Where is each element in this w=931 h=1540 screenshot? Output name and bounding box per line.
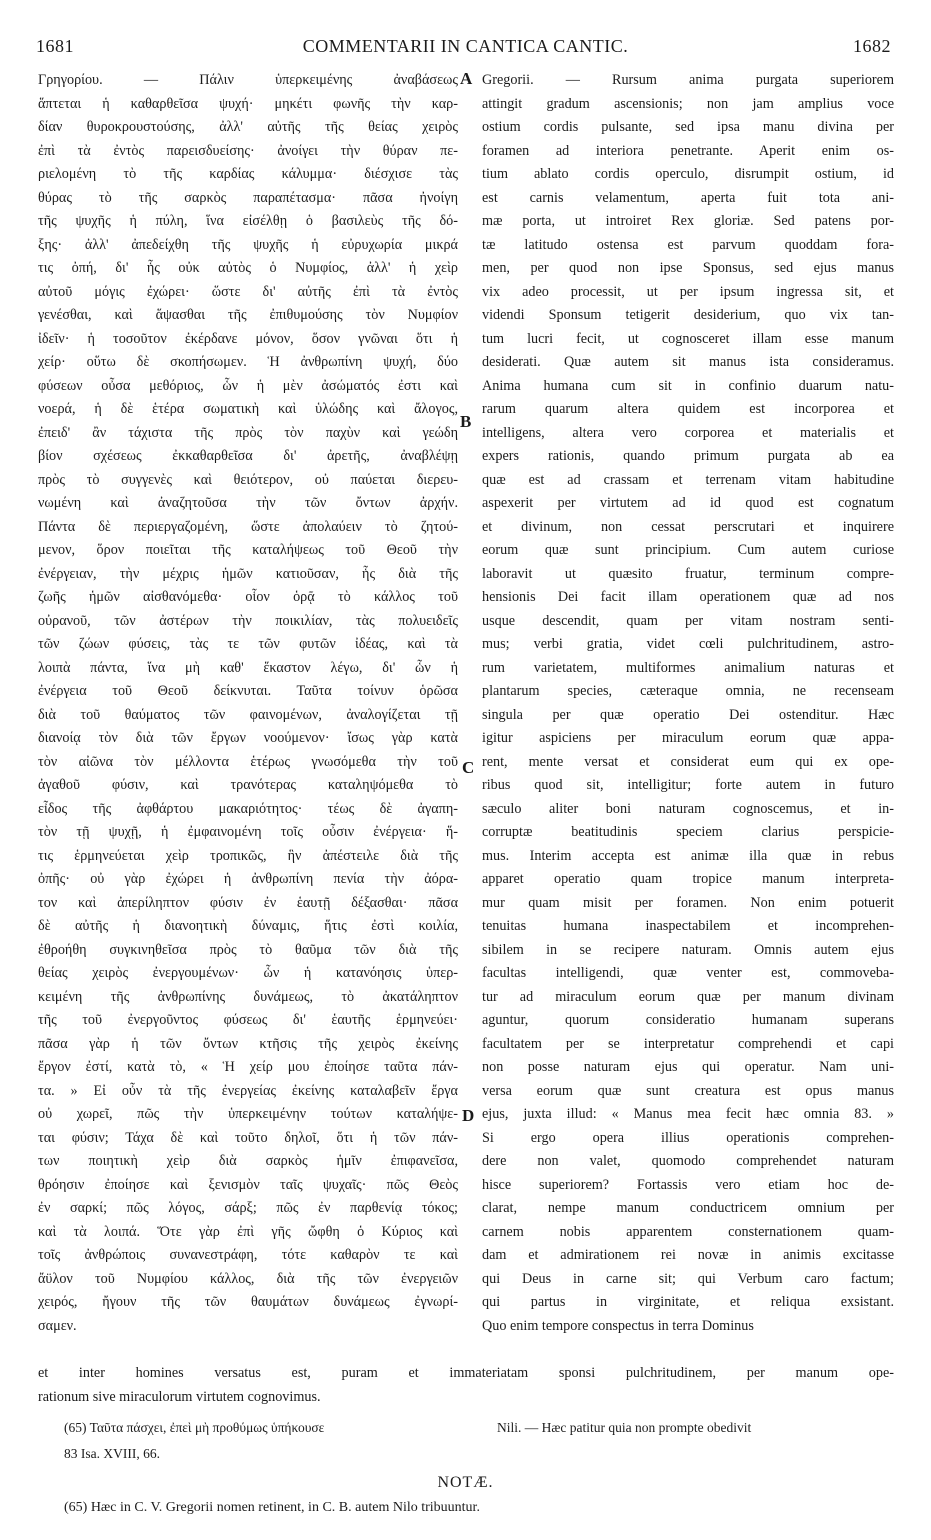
latin-text-line: desiderati. Quæ autem sit manus ista consideramus. [482,354,894,370]
latin-text-line: dere non valet, quomodo comprehendet naturam [482,1153,894,1169]
latin-text-line: attingit gradum ascensionis; non jam amplius voce [482,95,894,112]
greek-text-line: τῆς ψυχῆς ἡ πύλη, ἵνα εἰσέλθῃ ὁ βασιλεὺς τῆς δό- [38,213,458,229]
latin-text-line: mus. Interim accepta est animæ illa quæ in rebus [482,847,894,864]
greek-text-line: ἄϋλον τοῦ Νυμφίου κάλλος, διὰ τῆς τῶν ἐνεργειῶν [38,1270,458,1287]
latin-text-line: aspexerit per virtutem ad id quod est cognatum [482,495,894,511]
page-number-right: 1682 [853,36,891,56]
greek-text-line: ξης· ἀλλ' ἀπεδείχθη τῆς ψυχῆς ἡ εὐρυχωρία μικρά [38,236,458,253]
greek-text-line: χείρ· οὕτω δὲ σκοπήσωμεν. Ἡ ἀνθρωπίνη ψυχή, δύο [38,354,458,370]
margin-letter-a: A [460,69,473,88]
greek-text-line: ἐπὶ τὰ ἐντὸς παρεισδυείσης· ἀνοίγει τὴν θύραν πε- [38,142,458,159]
latin-text-line: hensionis Dei facit illam operationem quæ ad nos [482,589,894,605]
latin-text-line: igitur aspiciens per miraculum eorum quæ appa- [482,730,894,746]
latin-text-line: plantarum species, cæteraque omnia, ne recenseam [482,683,894,699]
greek-text-line: ται φύσιν; Τάχα δὲ καὶ τοῦτο δηλοῖ, ὅτι ἡ τῶν πάν- [38,1129,458,1146]
greek-text-line: θρόησιν ἐποίησε καὶ ξενισμὸν ταῖς ψυχαῖς· πῶς Θεὸς [38,1176,458,1193]
greek-text-line: τῶν ζώων φύσεις, τὰς τε τῶν φυτῶν ἰδέας, καὶ τὰ [38,636,458,652]
latin-text-line: aguntur, quorum consideratio humanam superans [482,1012,894,1028]
greek-text-line: ἀγαθοῦ φύσιν, καὶ τρανότερας καταληψόμεθα τὸ [38,777,458,793]
latin-text-line: expers rationis, quando primum purgata ab ea [482,448,894,464]
greek-text-line: τοῖς ἀνθρώποις συνανεστράφη, τότε καθαρὸν τε καὶ [38,1247,458,1263]
latin-text-line: intelligens, altera vero corporea et materialis et [482,424,894,441]
latin-text-line: qui partus in virginitate, et reliqua exsistant. [482,1294,894,1310]
full-width-text-line: et inter homines versatus est, puram et immateriatam sponsi pulchritudinem, per manum ope- [38,1365,894,1381]
greek-text-line: νωμένη καὶ ἀναζητοῦσα τὴν τῶν ὄντων ἀρχήν. [38,495,458,511]
greek-text-line: χειρός, ἤγουν τῆς τῶν θαυμάτων δυνάμεως ἐγνωρί- [38,1294,458,1310]
full-width-text [38,1362,894,1409]
greek-text-line: φύσεων οὖσα μεθόριος, ὧν ἡ μὲν ἀσώματός ἐστι καὶ [38,377,458,394]
latin-text-line: men, per quod non ipse Sponsus, sed ejus manus [482,260,894,276]
latin-text-line: ostium cordis pulsante, sed ipsa manu divina per [482,119,894,135]
greek-text-line: θύρας τὸ τῆς σαρκὸς παραπέτασμα· πᾶσα ἠνοίγη [38,189,458,206]
greek-text-line: εἶδος τῆς ἀφθάρτου μακαριότητος· τέως δὲ ἀγαπη- [38,800,458,817]
greek-text-line: δὲ αὐτῆς ἡ διανοητικὴ δύναμις, ἥτις ἐστὶ κοιλία, [38,918,458,934]
latin-text-line: vix adeo processit, ut per ipsum ingressa sit, et [482,283,894,300]
latin-text-line: mur quam misit per foramen. Non enim potuerit [482,894,894,911]
greek-text-line: τα. » Εἰ οὖν τὰ τῆς ἐνεργείας ἐκείνης καταλαβεῖν ἔργα [38,1082,458,1099]
greek-text-line: βίον σχέσεως ἐκκαθαρθεῖσα δι' ἀρετῆς, ἀναβλέψῃ [38,448,458,464]
greek-text-line: διανοίᾳ τὸν διὰ τῶν ἔργων νοούμενον· ἴσως γὰρ κατὰ [38,730,458,746]
latin-text-line: tenuitas humana inaspectabilem et incomprehen- [482,918,894,934]
latin-text-line: carnem nobis apparentem consternationem quam- [482,1223,894,1240]
greek-text-line: ἐν σαρκί; πῶς λόγος, σάρξ; πῶς ἐν παρθενίᾳ τόκος; [38,1200,458,1216]
latin-text-line: corruptæ beatitudinis speciem clarius perspicie- [482,824,894,840]
greek-text-line: οὐρανοῦ, τῶν ἀστέρων τὴν ποικιλίαν, τὰς πολυειδεῖς [38,612,458,629]
greek-text-line: κειμένη τῆς ἀνθρωπίνης δυνάμεως, τὸ ἀκατάληπτον [38,988,458,1005]
greek-text-line: τῆς τοῦ ἐνεργοῦντος φύσεως δι' ἑαυτῆς ἑρμηνεύει· [38,1012,458,1028]
latin-text-line: quæ est ad crassam et terrenam vitam habitudine [482,471,894,488]
greek-text-line: ἰδεῖν· ἡ τοσοῦτον ἐκέρδανε μόνον, ὅσον γνῶναι ὅτι ἡ [38,330,458,347]
latin-footnote: Nili. — Hæc patitur quia non prompte obedivit [497,1420,752,1435]
greek-text-line: Πάντα δὲ περιεργαζομένη, ὥστε ἀπολαύειν τὸ ζητού- [38,518,458,535]
latin-text-line: clarat, nempe manum conductricem omnium per [482,1200,894,1216]
running-title: COMMENTARII IN CANTICA CANTIC. [302,36,629,56]
latin-text-line: mæ porta, ut introiret Rex gloriæ. Sed patens por- [482,213,894,229]
notae-text: (65) Hæc in C. V. Gregorii nomen retinent, in C. B. autem Nilo tribuuntur. [64,1500,480,1515]
greek-text-line: οὐ χωρεῖ, πῶς τὴν ὑπερκειμένην τούτων καταλήψε- [38,1106,458,1122]
latin-text-line: facultatem per se interpretatur comprehendi et capi [482,1035,894,1052]
notae-heading: NOTÆ. [437,1474,494,1491]
greek-text-line: δίαν θυροκρουστούσης, ἀλλ' αὐτῆς τῆς θείας χειρὸς [38,119,458,135]
latin-text-line: ejus, juxta illud: « Manus mea fecit hæc omnia 83. » [482,1106,894,1122]
greek-text-line: αὐτοῦ μόγις ἐχώρει· ὥστε δι' αὐτῆς ἐπὶ τὰ ἐντὸς [38,283,458,300]
latin-text-line: tur ad miraculum eorum quæ per manum divinam [482,988,894,1005]
latin-text-line: versa eorum quæ sunt creatura est opus manus [482,1082,894,1099]
greek-text-line: διὰ τοῦ θαύματος τῶν φαινομένων, ἀναλογίζεται τῇ [38,706,458,723]
greek-text-line: ἐνέργειαν, τὴν μέχρις ἡμῶν κατιοῦσαν, ἧς διὰ τῆς [38,565,458,582]
margin-letter-c: C [462,758,475,777]
greek-text-line: ριελομένη τὸ τῆς καρδίας κάλυμμα· διέσχισε τὰς [38,166,458,182]
greek-text-line: λοιπὰ πάντα, ἵνα μὴ καθ' ἕκαστον λέγω, δι' ὧν ἡ [38,659,458,676]
margin-letter-b: B [460,412,472,431]
greek-text-line: Γρηγορίου. — Πάλιν ὑπερκειμένης ἀναβάσεως [38,72,458,88]
latin-text-line: dam et admirationem rei novæ in animis excitasse [482,1247,894,1263]
latin-text-line: tum lucri fecit, ut cognosceret illam esse manum [482,330,894,347]
greek-text-line: ἅπτεται ἡ καθαρθεῖσα ψυχή· μηκέτι φωνῆς τὴν καρ- [38,95,458,112]
latin-text-line: sibilem in se recipere naturam. Omnis autem ejus [482,941,894,958]
greek-text-line: των ποιητικὴ χεὶρ διὰ σαρκὸς ἡμῖν ἐπιφανεῖσα, [38,1153,458,1169]
greek-text-line: ἐθροήθη συγκινηθεῖσα πρὸς τὸ θαῦμα τῶν διὰ τῆς [38,941,458,958]
latin-text-line: singula per quæ operatio Dei ostenditur. Hæc [482,706,894,723]
greek-text-line: ἐνέργεια τοῦ Θεοῦ δείκνυται. Ταῦτα τοίνυν ὁρῶσα [38,683,458,699]
full-width-text-line: rationum sive miraculorum virtutem cognovimus. [38,1388,321,1405]
latin-text-line: rum varietatem, multiformes animalium naturas et [482,659,894,676]
latin-text-line: sæculo aliter boni naturam cognoscemus, et in- [482,800,894,817]
latin-text-line: apparet operatio quam tropice manum interpreta- [482,871,894,887]
greek-text-line: ἔργον ἐστί, κατὰ τὸ, « Ἡ χείρ μου ἐποίησε ταῦτα πάν- [38,1059,458,1075]
greek-text-line: τὸν τῇ ψυχῇ, ἡ ἐμφαινομένη τοῖς οὖσιν ἐνέργεια· ἥ- [38,824,458,840]
latin-text-line: qui Deus in carne sit; qui Verbum caro factum; [482,1270,894,1287]
latin-text-line: Quo enim tempore conspectus in terra Dominus [482,1317,754,1334]
latin-text-line: videndi Sponsum tetigerit desiderium, quo vix tan- [482,307,894,323]
latin-column [482,69,894,1338]
greek-text-line: τὸν αἰῶνα τὸν μέλλοντα ἑτέρως γνωσόμεθα τὴν τοῦ [38,753,458,770]
greek-text-line: σαμεν. [38,1317,77,1334]
greek-text-line: τις ὀπή, δι' ἧς οὐκ αὐτὸς ὁ Νυμφίος, ἀλλ' ἡ χεὶρ [38,260,458,276]
latin-text-line: tæ latitudo ostensa est parvum quoddam fora- [482,236,894,253]
greek-text-line: γενέσθαι, καὶ ἅψασθαι τῆς ἐπιθυμούσης τὸν Νυμφίον [38,307,458,323]
greek-text-line: ὀπῆς· οὐ γὰρ ἐχώρει ἡ ἀνθρωπίνη πενία τὴν ἀόρα- [38,871,458,887]
latin-text-line: et divinum, non cessat perscrutari et inquirere [482,518,894,535]
greek-text-line: νοερά, ἡ δὲ ἑτέρα σωματικὴ καὶ ὑλώδης καὶ ἄλογος, [38,401,458,417]
latin-text-line: facultas intelligendi, quæ venter est, commoveba- [482,965,894,981]
margin-letter-d: D [462,1106,475,1125]
latin-text-line: usque descendit, quam per vitam nostram senti- [482,612,894,629]
latin-text-line: eorum quæ sunt principium. Cum autem curiose [482,542,894,558]
latin-text-line: est carnis velamentum, aperta fuit tota ani- [482,189,894,206]
greek-column [38,69,458,1338]
greek-text-line: πρὸς τὸ συγγενὲς καὶ θειότερον, οὐ παύεται διερευ- [38,471,458,488]
latin-text-line: mus; verbi gratia, videt cœli pulchritudinem, astro- [482,636,894,652]
latin-text-line: Si ergo opera illius operationis comprehen- [482,1129,894,1146]
greek-text-line: πᾶσα γὰρ ἡ τῶν ὄντων κτῆσις τῆς χειρὸς ἐκείνης [38,1035,458,1052]
latin-text-line: non posse naturam ejus qui operatur. Nam uni- [482,1059,894,1075]
latin-text-line: rent, mente versat et considerat eum qui ex ope- [482,753,894,770]
greek-text-line: καὶ τὰ λοιπά. Ὅτε γὰρ ἐπὶ γῆς ὤφθη ὁ Κύριος καὶ [38,1223,458,1240]
latin-text-line: tium ablato cordis operculo, disrumpit ostium, id [482,166,894,182]
scripture-reference: 83 Isa. XVIII, 66. [64,1446,160,1461]
greek-text-line: τις ἑρμηνεύεται χεὶρ τροπικῶς, ἣν ἀπέστειλε διὰ τῆς [38,847,458,864]
greek-text-line: θείας χειρὸς ἐνεργουμένων· ὧν ἡ κατανόησις ὑπερ- [38,965,458,981]
greek-text-line: τον καὶ ἀπερίληπτον φύσιν ἐν ἑαυτῇ δέξασθαι· πᾶσα [38,894,458,911]
greek-text-line: ἐπειδ' ἂν τάχιστα τῆς πρὸς τὸν παχὺν καὶ γεώδη [38,424,458,441]
greek-text-line: μενον, ὅρον ποιεῖται τῆς καταλήψεως τοῦ Θεοῦ τὴν [38,542,458,558]
latin-text-line: Anima humana cum sit in confinio duarum natu- [482,377,894,394]
page-number-left: 1681 [36,36,74,56]
greek-text-line: ζωῆς ἡμῶν αἰσθανόμεθα· οἷον ὁρᾷ τὸ κάλλος τοῦ [38,589,458,605]
latin-text-line: laboravit ut quæsito fruatur, terminum compre- [482,565,894,582]
greek-footnote: (65) Ταῦτα πάσχει, ἐπεὶ μὴ προθύμως ὑπήκουσε [64,1420,325,1435]
latin-text-line: hisce superiorem? Fortassis vero etiam hoc de- [482,1176,894,1193]
latin-text-line: Gregorii. — Rursum anima purgata superiorem [482,72,894,88]
latin-text-line: rarum quarum altera quidem est incorporea et [482,401,894,417]
latin-text-line: foramen ad interiora penetrante. Aperit enim os- [482,142,894,159]
latin-text-line: ribus quod sit, intelligitur; forte autem in futuro [482,777,894,793]
